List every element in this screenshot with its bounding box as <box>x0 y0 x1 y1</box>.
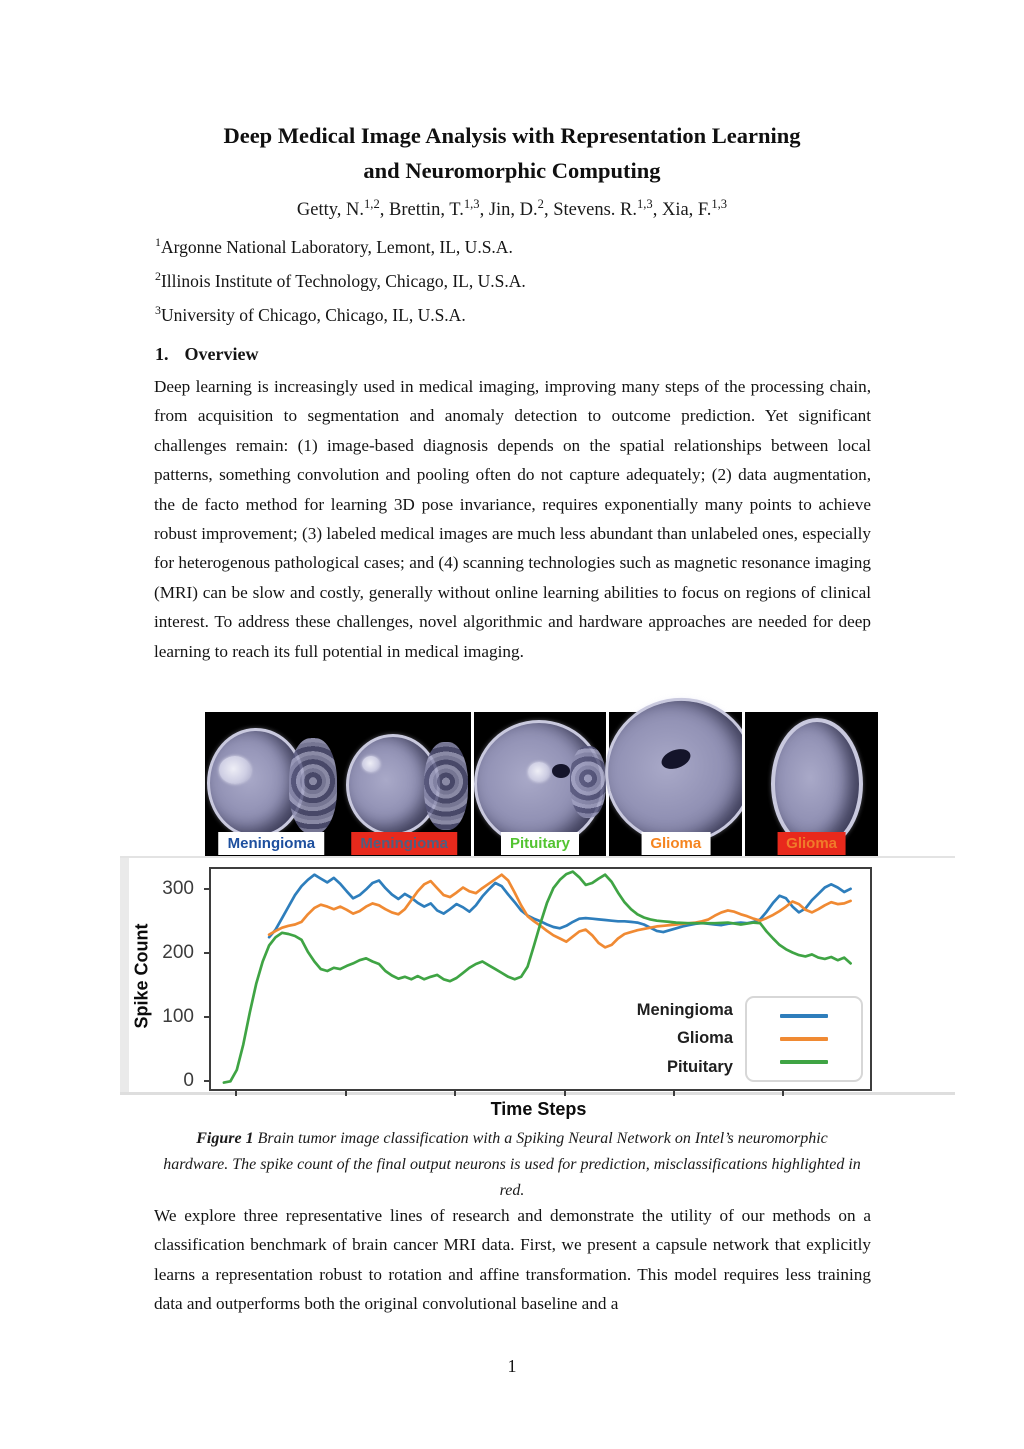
legend-swatch-box <box>745 996 863 1082</box>
affiliation-text: Illinois Institute of Technology, Chicago, IL, U.S.A. <box>160 270 526 291</box>
figure-spike-chart <box>120 856 955 1122</box>
section-title: Overview <box>184 344 259 364</box>
sinus-texture <box>570 746 606 818</box>
tumor-highlight <box>219 756 251 784</box>
fissure-shadow <box>552 764 570 778</box>
section-number: 1. <box>155 344 169 364</box>
mri-class-label: Pituitary <box>501 832 579 855</box>
y-tick-label: 300 <box>162 878 194 900</box>
affiliation-marker: 1 <box>155 235 161 249</box>
author-name: Getty, N. <box>296 200 365 221</box>
legend-swatch-pituitary <box>780 1060 828 1064</box>
affiliation-line <box>155 262 871 296</box>
mri-panel-meningioma <box>338 712 471 857</box>
mri-panel-glioma <box>606 712 742 857</box>
author-affiliation-marker: 1,3 <box>636 197 653 211</box>
legend-labels <box>637 996 733 1082</box>
legend-label-meningioma: Meningioma <box>636 1000 733 1019</box>
x-tick-mark <box>345 1089 347 1096</box>
mri-class-label: Meningioma <box>219 832 325 855</box>
author-name: , Jin, D. <box>479 200 538 221</box>
x-tick-mark <box>564 1089 566 1096</box>
affiliation-line <box>155 228 871 262</box>
author-name: , Brettin, T. <box>379 200 464 221</box>
closing-paragraph: We explore three representative lines of research and demonstrate the utility of our methods on a classification benchmark of brain cancer MRI data. First, we present a capsule network that explicitly learns a representation robust to rotation and affine transformation. This model requires less training data and outperforms both the original convolutional baseline and a <box>154 1206 871 1314</box>
author-affiliation-marker: 2 <box>537 197 544 211</box>
figure-caption <box>162 1126 862 1204</box>
x-tick-mark <box>454 1089 456 1096</box>
legend-label-pituitary: Pituitary <box>666 1058 733 1077</box>
x-tick-mark <box>673 1089 675 1096</box>
legend-swatch-glioma <box>780 1037 828 1041</box>
overview-paragraph: Deep learning is increasingly used in medical imaging, improving many steps of the processing chain, from acquisition to segmentation and anomaly detection to outcome prediction. Yet significant challenges remain: (1) image-based diagnosis depends on the spatial relationships between local patterns, something convolution and pooling often do not capture adequately; (2) data augmentation, the de facto method for learning 3D pose invariance, requires exponentially many points to achieve robust improvement; (3) labeled medical images are much less abundant than unlabeled ones, especially for heterogenous pathological cases; and (4) scanning technologies such as magnetic resonance imaging (MRI) can be slow and costly, generally without online learning abilities to focus on regions of clinical interest. To address these challenges, novel algorithmic and hardware approaches are needed for deep learning to reach its full potential in medical imaging. <box>154 377 871 661</box>
figure-margin-strip-bottom <box>120 1092 955 1095</box>
figure-caption-text: Brain tumor image classification with a Spiking Neural Network on Intel’s neuromorphic hardware. The spike count of the final output neurons is used for prediction, misclassifications highlighted in red. <box>163 1130 861 1199</box>
author-affiliation-marker: 1,2 <box>364 197 380 211</box>
affiliation-text: Argonne National Laboratory, Lemont, IL, U.S.A. <box>160 236 513 257</box>
x-axis-label: Time Steps <box>490 1099 587 1119</box>
affiliation-marker: 3 <box>155 302 161 317</box>
section-heading <box>155 344 871 365</box>
mri-panel-pituitary <box>471 712 607 857</box>
figure-caption-label: Figure 1 <box>196 1130 254 1147</box>
mri-panel-meningioma <box>205 712 338 857</box>
title-line-1: Deep Medical Image Analysis with Representation Learning <box>223 123 801 148</box>
series-line-glioma <box>269 875 851 948</box>
tumor-highlight <box>362 756 380 772</box>
y-tick-label: 0 <box>183 1069 194 1091</box>
mri-class-label: Meningioma <box>351 832 457 855</box>
tumor-highlight <box>528 762 550 782</box>
mri-class-label: Glioma <box>641 832 710 855</box>
author-affiliation-marker: 1,3 <box>711 197 728 211</box>
x-tick-mark <box>235 1089 237 1096</box>
figure-mri-strip <box>205 712 878 857</box>
plot-area <box>209 867 872 1091</box>
y-tick-label: 100 <box>162 1005 194 1027</box>
author-line <box>154 197 870 221</box>
chart-legend <box>637 996 863 1082</box>
affiliation-line <box>155 296 871 330</box>
page-number: 1 <box>507 1356 517 1376</box>
legend-swatch-meningioma <box>780 1014 828 1018</box>
author-name: , Xia, F. <box>652 200 712 221</box>
y-tick-label: 200 <box>162 942 194 964</box>
sinus-texture <box>424 742 468 830</box>
y-axis-label: Spike Count <box>131 923 152 1029</box>
legend-label-glioma: Glioma <box>677 1029 733 1048</box>
author-affiliation-marker: 1,3 <box>463 197 480 211</box>
affiliation-marker: 2 <box>155 268 161 283</box>
x-tick-mark <box>782 1089 784 1096</box>
page-title <box>154 118 870 188</box>
brain-scan-image <box>771 718 863 850</box>
mri-class-label: Glioma <box>777 832 846 855</box>
title-line-2: and Neuromorphic Computing <box>363 158 661 183</box>
affiliation-text: University of Chicago, Chicago, IL, U.S.A. <box>160 304 466 325</box>
author-name: , Stevens. R. <box>543 200 637 221</box>
affiliation-list <box>155 228 871 329</box>
sinus-texture <box>289 738 337 834</box>
mri-panel-glioma <box>742 712 878 857</box>
